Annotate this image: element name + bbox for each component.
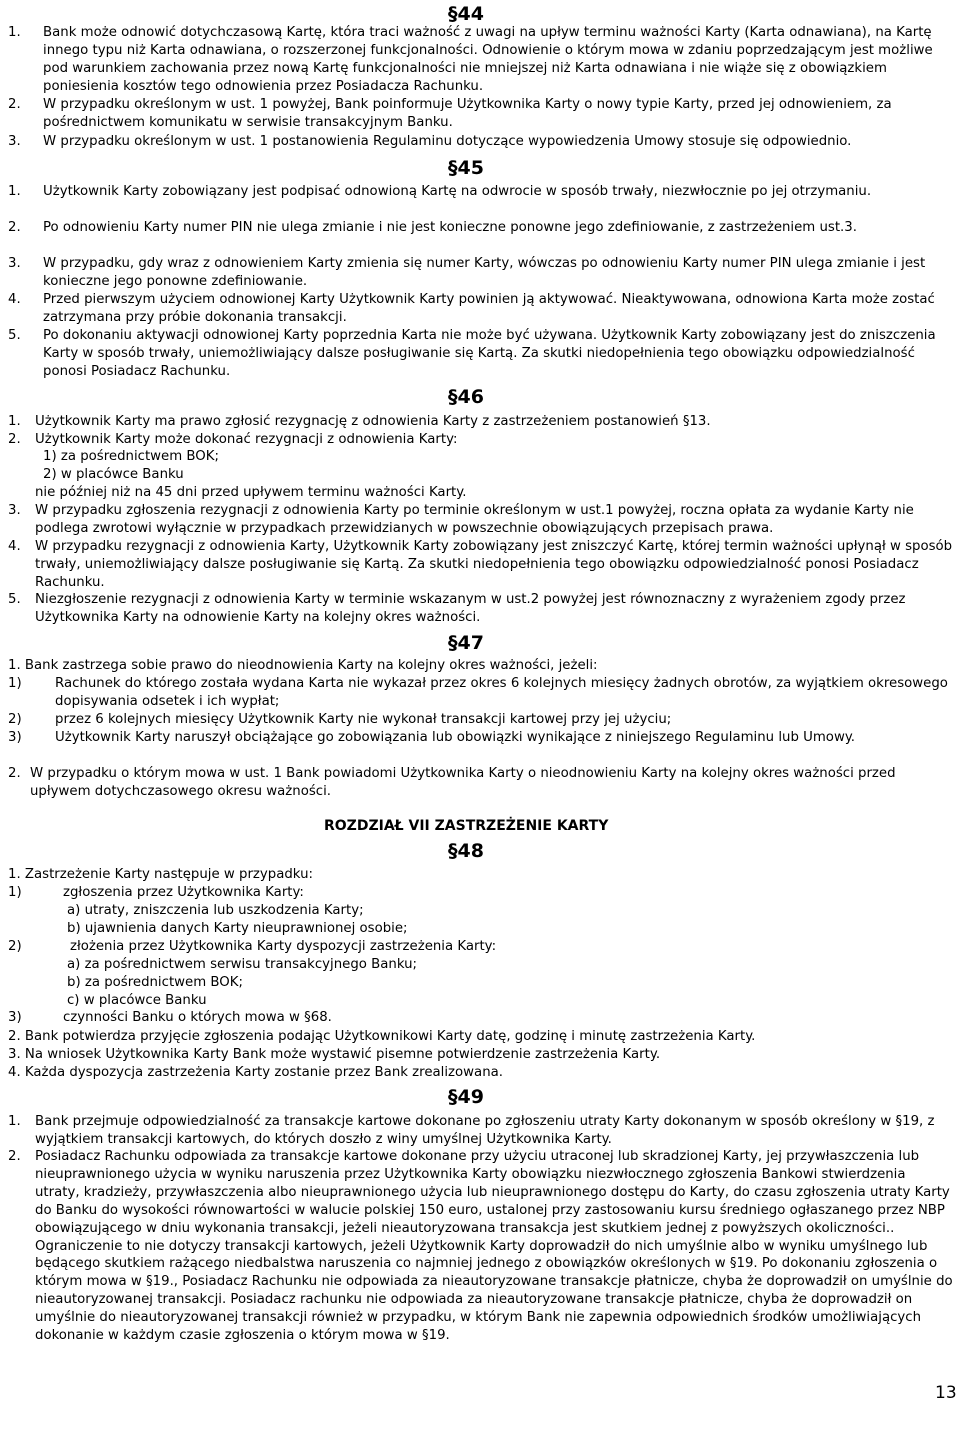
item-text: Po odnowieniu Karty numer PIN nie ulega zmianie i nie jest konieczne ponowne jego zdefiniowanie, z zastrzeżeniem ust.3. <box>43 220 857 235</box>
section-45-item-3 <box>8 255 953 291</box>
item-text: W przypadku rezygnacji z odnowienia Karty, Użytkownik Karty zobowiązany jest zniszczyć Kartę, której termin ważności upłynął w sposób trwały, uniemożliwiający dalsze posługiwanie się Kartą. Za skutki niedopełnienia tego obowiązku odpowiedzialność ponosi Posiadacz Rachunku. <box>35 539 953 590</box>
item-text: Po dokonaniu aktywacji odnowionej Karty poprzednia Karta nie może być używana. Użytkownik Karty zobowiązany jest do zniszczenia Karty w sposób trwały, uniemożliwiający dalsze posługiwanie się Kartą. Za skutki niedopełnienia tego obowiązku odpowiedzialność ponosi Posiadacz Rachunku. <box>43 328 936 379</box>
item-text: przez 6 kolejnych miesięcy Użytkownik Karty nie wykonał transakcji kartowej przy jej użyciu; <box>55 712 672 727</box>
section-46-item-5 <box>8 591 953 627</box>
section-46-item-3 <box>8 502 953 538</box>
item-text: W przypadku zgłoszenia rezygnacji z odnowienia Karty po terminie określonym w ust.1 powyżej, roczna opłata za wydanie Karty nie podlega zwrotowi wyłącznie w przypadkach przewidzianych w powszechnie obowiązujących przepisach prawa. <box>35 503 914 536</box>
item-number: 1. <box>8 1114 21 1129</box>
item-number: 2) <box>8 712 22 727</box>
section-44-item-3 <box>8 133 953 151</box>
item-number: 1) <box>8 676 22 691</box>
item-number: 2. <box>8 220 21 235</box>
item-number: 2. <box>8 766 21 781</box>
section-47-sub-1 <box>8 675 953 711</box>
section-44-title: §44 <box>448 3 484 25</box>
section-48-group-2-c: c) w placówce Banku <box>67 993 207 1008</box>
section-48-item-2: 2. Bank potwierdza przyjęcie zgłoszenia podając Użytkownikowi Karty datę, godzinę i minutę zastrzeżenia Karty. <box>8 1029 756 1044</box>
item-number: 3. <box>8 134 21 149</box>
section-48-group-2 <box>8 938 953 956</box>
section-45-title: §45 <box>448 157 484 179</box>
item-text: Użytkownik Karty ma prawo zgłosić rezygnację z odnowienia Karty z zastrzeżeniem postanowień §13. <box>35 414 711 429</box>
section-46-item-2 <box>8 431 953 449</box>
item-text: Rachunek do którego została wydana Karta nie wykazał przez okres 6 kolejnych miesięcy żadnych obrotów, za wyjątkiem okresowego dopisywania odsetek i ich wypłat; <box>55 676 948 709</box>
section-47-sub-2 <box>8 711 953 729</box>
item-number: 3. <box>8 503 21 518</box>
item-number: 1) <box>8 885 22 900</box>
section-46-item-1 <box>8 413 953 431</box>
item-text: czynności Banku o których mowa w §68. <box>63 1010 332 1025</box>
section-46-sub-1: 1) za pośrednictwem BOK; <box>43 449 219 464</box>
section-46-sub-2: 2) w placówce Banku <box>43 467 184 482</box>
item-text: W przypadku, gdy wraz z odnowieniem Karty zmienia się numer Karty, wówczas po odnowieniu Karty numer PIN ulega zmianie i jest konieczne jego ponowne zdefiniowanie. <box>43 256 926 289</box>
section-47-title: §47 <box>448 632 484 654</box>
item-number: 3. <box>8 256 21 271</box>
section-48-group-2-b: b) za pośrednictwem BOK; <box>67 975 243 990</box>
section-48-item-4: 4. Każda dyspozycja zastrzeżenia Karty zostanie przez Bank zrealizowana. <box>8 1065 503 1080</box>
item-number: 4. <box>8 292 21 307</box>
section-45-item-1 <box>8 183 953 201</box>
item-number: 2) <box>8 939 22 954</box>
item-number: 3) <box>8 730 22 745</box>
item-text: Przed pierwszym użyciem odnowionej Karty Użytkownik Karty powinien ją aktywować. Nieaktywowana, odnowiona Karta może zostać zatrzymana przy próbie dokonania transakcji. <box>43 292 935 325</box>
item-number: 3) <box>8 1010 22 1025</box>
item-number: 1. <box>8 25 21 40</box>
item-text: Niezgłoszenie rezygnacji z odnowienia Karty w terminie wskazanym w ust.2 powyżej jest równoznaczny z wyrażeniem zgody przez Użytkownika Karty na odnowienie Karty na kolejny okres ważności. <box>35 592 906 625</box>
section-48-item-3: 3. Na wniosek Użytkownika Karty Bank może wystawić pisemne potwierdzenie zastrzeżenia Karty. <box>8 1047 661 1062</box>
item-text: złożenia przez Użytkownika Karty dyspozycji zastrzeżenia Karty: <box>70 939 497 954</box>
section-49-item-2 <box>8 1148 953 1345</box>
item-number: 1. <box>8 184 21 199</box>
section-45-item-5 <box>8 327 953 381</box>
item-number: 5. <box>8 592 21 607</box>
item-text: Bank przejmuje odpowiedzialność za transakcje kartowe dokonane po zgłoszeniu utraty Karty dokonanym w sposób określony w §19, z wyjątkiem transakcji kartowych, do których doszło z winy umyślnej Użytkownika Karty. <box>35 1114 935 1147</box>
section-46-title: §46 <box>448 386 484 408</box>
section-46-item-4 <box>8 538 953 592</box>
item-text: W przypadku o którym mowa w ust. 1 Bank powiadomi Użytkownika Karty o nieodnowieniu Karty na kolejny okres ważności przed upływem dotychczasowego okresu ważności. <box>30 766 896 799</box>
section-48-group-2-a: a) za pośrednictwem serwisu transakcyjnego Banku; <box>67 957 418 972</box>
section-48-title: §48 <box>448 840 484 862</box>
section-45-item-2 <box>8 219 953 237</box>
section-47-item-2 <box>8 765 953 801</box>
section-47-item-1: 1. Bank zastrzega sobie prawo do nieodnowienia Karty na kolejny okres ważności, jeżeli: <box>8 658 598 673</box>
section-49-item-1 <box>8 1113 953 1149</box>
item-number: 2. <box>8 432 21 447</box>
item-number: 1. <box>8 414 21 429</box>
section-45-item-4 <box>8 291 953 327</box>
chapter-title: ROZDZIAŁ VII ZASTRZEŻENIE KARTY <box>324 818 609 834</box>
section-49-title: §49 <box>448 1086 484 1108</box>
item-text: W przypadku określonym w ust. 1 powyżej, Bank poinformuje Użytkownika Karty o nowy typie Karty, przed jej odnowieniem, za pośrednictwem komunikatu w serwisie transakcyjnym Banku. <box>43 97 892 130</box>
section-48-group-3 <box>8 1009 953 1027</box>
item-number: 2. <box>8 1149 21 1164</box>
item-number: 4. <box>8 539 21 554</box>
section-48-group-1-a: a) utraty, zniszczenia lub uszkodzenia Karty; <box>67 903 364 918</box>
page-number: 13 <box>935 1383 957 1403</box>
item-number: 5. <box>8 328 21 343</box>
section-44-item-1 <box>8 24 953 96</box>
section-46-deadline: nie później niż na 45 dni przed upływem terminu ważności Karty. <box>35 485 467 500</box>
section-48-item-1: 1. Zastrzeżenie Karty następuje w przypadku: <box>8 867 313 882</box>
item-text: Posiadacz Rachunku odpowiada za transakcje kartowe dokonane przy użyciu utraconej lub skradzionej Karty, jej przywłaszczenia lub nieuprawnionego użycia w wyniku naruszenia przez Użytkownika Karty obowiązku niezwłocznego zgłoszenia Bankowi stwierdzenia utraty, kradzieży, przywłaszczenia albo nieuprawnionego użycia lub nieuprawnionego dostępu do Karty, do czasu zgłoszenia utraty Karty do Banku do wysokości równowartości w walucie polskiej 150 euro, ustalonej przy zastosowaniu kursu średniego ogłaszanego przez NBP obowiązującego w dniu wykonania transakcji, jeżeli nieautoryzowana transakcja jest skutkiem jednej z powyższych okoliczności.. Ograniczenie to nie dotyczy transakcji kartowych, jeżeli Użytkownik Karty doprowadził do nich umyślnie albo w wyniku umyślnego lub będącego skutkiem rażącego niedbalstwa naruszenia co najmniej jednego z obowiązków określonych w §19. Po dokonaniu zgłoszenia o którym mowa w §19., Posiadacz Rachunku nie odpowiada za nieautoryzowane transakcje płatnicze, chyba że doprowadził on umyślnie do nieautoryzowanej transakcji. Posiadacz rachunku nie odpowiada za nieautoryzowane transakcje płatnicze, chyba że doprowadził on umyślnie do nieautoryzowanej transakcji również w przypadku, w którym Bank nie zapewnia odpowiednich środków umożliwiających dokonanie w każdym czasie zgłoszenia o którym mowa w §19. <box>35 1149 953 1344</box>
section-47-sub-3 <box>8 729 953 747</box>
item-text: zgłoszenia przez Użytkownika Karty: <box>63 885 304 900</box>
item-text: Użytkownik Karty naruszył obciążające go zobowiązania lub obowiązki wynikające z niniejszego Regulaminu lub Umowy. <box>55 730 856 745</box>
section-48-group-1-b: b) ujawnienia danych Karty nieuprawnionej osobie; <box>67 921 408 936</box>
item-text: Użytkownik Karty może dokonać rezygnacji z odnowienia Karty: <box>35 432 458 447</box>
section-48-group-1 <box>8 884 953 902</box>
item-text: W przypadku określonym w ust. 1 postanowienia Regulaminu dotyczące wypowiedzenia Umowy stosuje się odpowiednio. <box>43 134 852 149</box>
item-text: Użytkownik Karty zobowiązany jest podpisać odnowioną Kartę na odwrocie w sposób trwały, niezwłocznie po jej otrzymaniu. <box>43 184 872 199</box>
item-number: 2. <box>8 97 21 112</box>
section-44-item-2 <box>8 96 953 132</box>
item-text: Bank może odnowić dotychczasową Kartę, która traci ważność z uwagi na upływ terminu ważności Karty (Karta odnawiana), na Kartę innego typu niż Karta odnawiana, o rozszerzonej funkcjonalności. Odnowienie o którym mowa w zdaniu poprzedzającym jest możliwe pod warunkiem zachowania przez nową Kartę funkcjonalności nie mniejszej niż Karta odnawiana i nie wiąże się z obowiązkiem poniesienia kosztów tego odnowienia przez Posiadacza Rachunku. <box>43 25 933 94</box>
